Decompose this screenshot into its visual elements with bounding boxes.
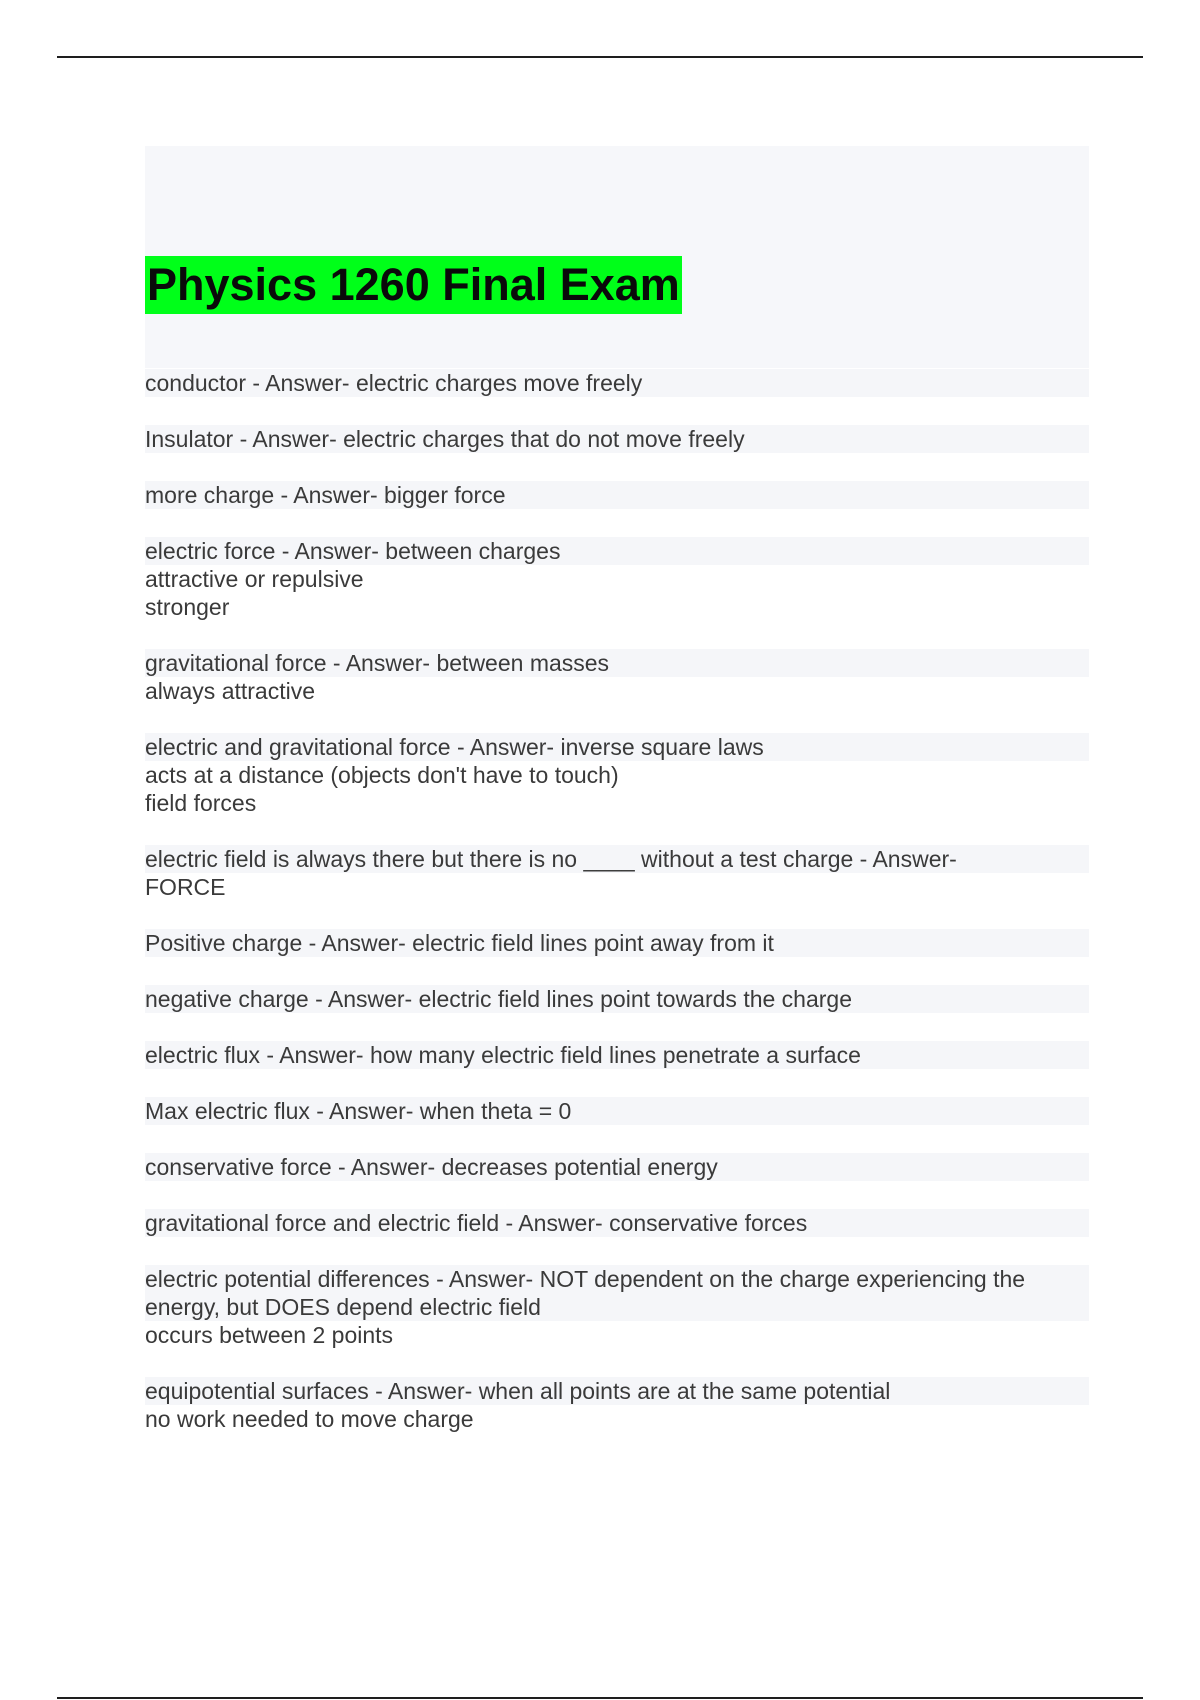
qa-item [145,1097,1089,1125]
qa-term: Insulator [145,426,234,452]
qa-question-line [145,481,1089,509]
qa-question-line [145,425,1089,453]
qa-term: electric and gravitational force [145,734,451,760]
qa-item [145,1153,1089,1181]
qa-item [145,649,1089,705]
qa-answer-line: acts at a distance (objects don't have to touch) [145,762,619,788]
top-rule [57,56,1143,58]
qa-item [145,1265,1089,1349]
qa-question-line [145,1041,1089,1069]
qa-question-line [145,733,1089,761]
qa-separator: - Answer- [331,1154,442,1180]
qa-answer-line: field forces [145,790,257,816]
qa-answer: bigger force [384,482,506,508]
qa-term: conductor [145,370,247,396]
qa-answer-line: stronger [145,594,230,620]
qa-term: more charge [145,482,275,508]
qa-answer: decreases potential energy [441,1154,718,1180]
qa-separator: - Answer- [246,370,356,396]
qa-answer-line: occurs between 2 points [145,1322,394,1348]
qa-separator: - Answer- [326,650,437,676]
qa-separator: - Answer- [368,1378,479,1404]
qa-separator: - Answer- [429,1266,540,1292]
qa-term: gravitational force and electric field [145,1210,500,1236]
qa-answer-line: always attractive [145,678,316,704]
qa-question-line [145,845,1089,873]
qa-question-line [145,537,1089,565]
qa-separator: - Answer- [499,1210,610,1236]
qa-term: electric potential differences [145,1266,430,1292]
qa-item [145,369,1089,397]
qa-question-line [145,929,1089,957]
qa-answer: when all points are at the same potential [478,1378,891,1404]
qa-item [145,985,1089,1013]
qa-term: electric force [145,538,276,564]
qa-item [145,1209,1089,1237]
qa-item [145,1041,1089,1069]
qa-question-line [145,1153,1089,1181]
qa-answer: conservative forces [609,1210,808,1236]
qa-term: gravitational force [145,650,327,676]
qa-item [145,1377,1089,1433]
qa-item [145,929,1089,957]
qa-separator: - Answer- [275,538,386,564]
qa-separator: - Answer- [853,846,957,872]
qa-answer: electric field lines point towards the charge [418,986,853,1012]
qa-answer: electric charges that do not move freely [343,426,745,452]
qa-list [145,369,1089,1461]
qa-question-line [145,649,1089,677]
qa-answer: inverse square laws [560,734,764,760]
qa-separator: - Answer- [260,1042,370,1068]
qa-question-line [145,369,1089,397]
qa-separator: - Answer- [450,734,561,760]
qa-answer-line: FORCE [145,874,226,900]
qa-answer-line: no work needed to move charge [145,1406,474,1432]
qa-term: Positive charge [145,930,303,956]
qa-question-line [145,1265,1089,1321]
qa-answer: electric charges move freely [355,370,643,396]
bottom-rule [57,1697,1143,1699]
qa-item [145,845,1089,901]
qa-answer: how many electric field lines penetrate a surface [369,1042,861,1068]
qa-term: equipotential surfaces [145,1378,369,1404]
qa-question-line [145,1377,1089,1405]
qa-item [145,481,1089,509]
qa-term: electric flux [145,1042,261,1068]
page-title: Physics 1260 Final Exam [145,256,682,314]
qa-separator: - Answer- [302,930,413,956]
qa-answer: NOT dependent on the charge experiencing the energy, but DOES depend electric field [145,1266,1026,1320]
qa-item [145,733,1089,817]
qa-term: conservative force [145,1154,332,1180]
qa-separator: - Answer- [309,1098,420,1124]
qa-question-line [145,1209,1089,1237]
qa-answer: when theta = 0 [419,1098,572,1124]
qa-separator: - Answer- [308,986,419,1012]
qa-term: Max electric flux [145,1098,310,1124]
qa-answer-line: attractive or repulsive [145,566,364,592]
qa-answer: electric field lines point away from it [412,930,774,956]
qa-item [145,425,1089,453]
qa-term: negative charge [145,986,309,1012]
qa-question-line [145,985,1089,1013]
qa-separator: - Answer- [274,482,385,508]
qa-answer: between charges [385,538,561,564]
qa-question-line [145,1097,1089,1125]
qa-term: electric field is always there but there is no ____ without a test charge [145,846,854,872]
qa-item [145,537,1089,621]
qa-answer: between masses [436,650,610,676]
qa-separator: - Answer- [233,426,344,452]
